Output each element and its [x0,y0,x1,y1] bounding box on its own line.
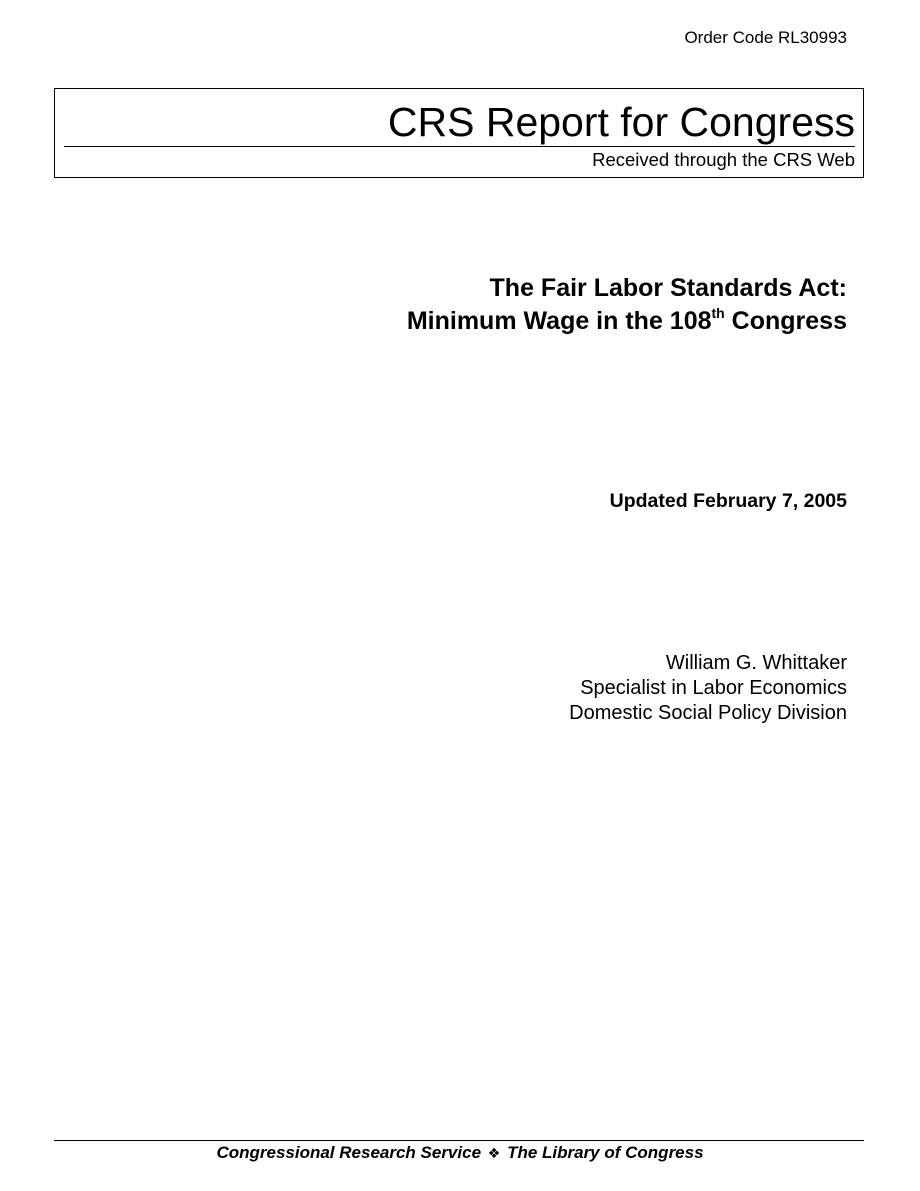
document-title [407,272,847,338]
author-block [569,651,847,726]
ordinal-suffix: th [711,304,725,321]
footer [0,1143,920,1163]
title-line-2-prefix: Minimum Wage in the 108 [406,307,712,335]
diamond-icon: ❖ [487,1146,501,1162]
author-name: William G. Whittaker [665,652,847,674]
received-note: Received through the CRS Web [592,149,855,170]
order-code: Order Code RL30993 [684,28,847,47]
footer-divider [54,1140,864,1141]
title-line-2 [407,305,847,338]
author-role: Specialist in Labor Economics [580,677,847,699]
title-line-2-suffix: Congress [724,307,847,335]
updated-date: Updated February 7, 2005 [609,490,847,512]
footer-loc: The Library of Congress [507,1143,704,1162]
footer-crs: Congressional Research Service [216,1143,482,1162]
title-line-1: The Fair Labor Standards Act: [489,274,847,302]
header-divider [64,146,855,147]
author-division: Domestic Social Policy Division [569,702,847,724]
report-header-box [54,88,864,178]
report-series-title: CRS Report for Congress [387,99,855,145]
